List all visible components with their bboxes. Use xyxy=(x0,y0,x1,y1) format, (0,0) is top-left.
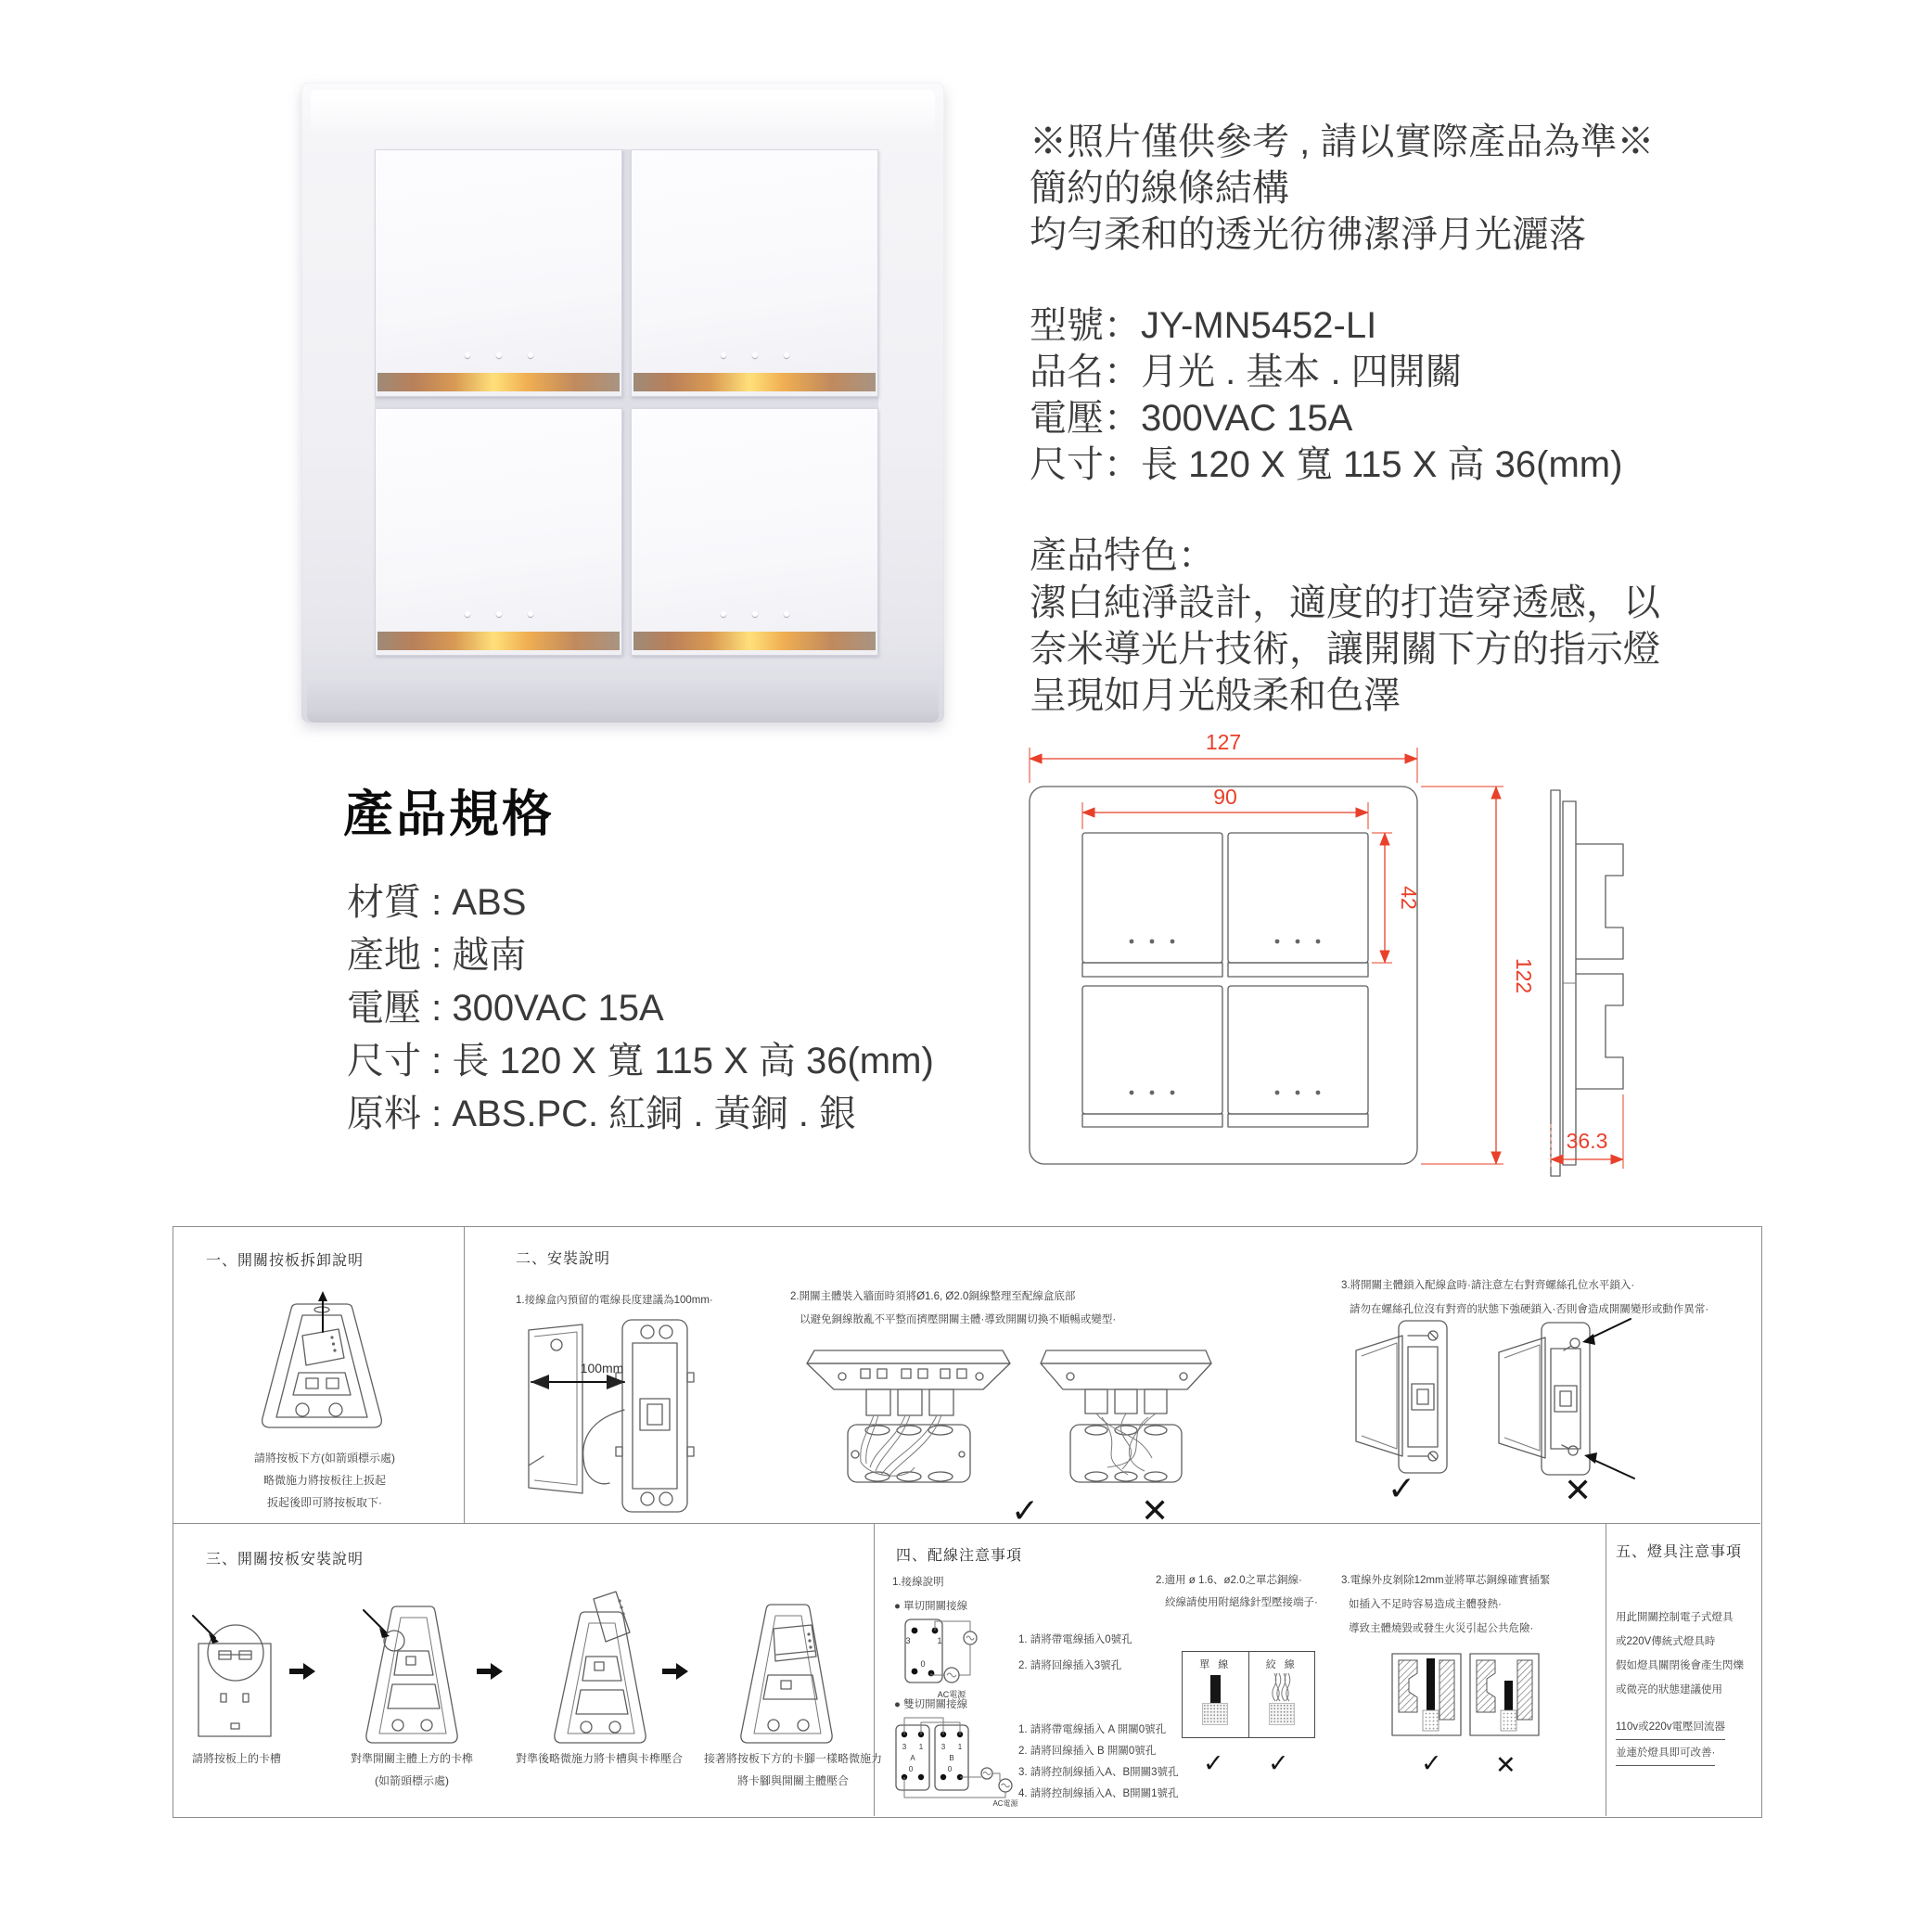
caption-line: 將卡腳與開關主體壓合 xyxy=(736,1774,849,1787)
install-step2-text2: 以避免銅線散亂不平整而擠壓開關主體·導致開關切換不順暢或變型· xyxy=(800,1314,1117,1325)
lamp-note-underlined: 並連於燈具即可改善· xyxy=(1616,1744,1715,1766)
caption-line: 接著將按板下方的卡腳一樣略微施力 xyxy=(703,1752,882,1765)
spec-material: 材質 : ABS xyxy=(347,882,527,923)
wire-spec-text2: 絞線請使用附絕緣針型壓接端子· xyxy=(1165,1597,1318,1608)
switch-button xyxy=(375,408,622,656)
stranded-wire-cell xyxy=(1248,1652,1315,1737)
double-step: 3. 請將控制線插入A、B開關3號孔 xyxy=(1018,1767,1179,1778)
plate-bevel xyxy=(307,680,939,723)
indicator-dots xyxy=(465,352,533,358)
spec-title: 產品規格 xyxy=(343,787,555,842)
panel-slot-diagram xyxy=(187,1612,285,1746)
single-switch-label: ● 單切開關接線 xyxy=(894,1601,968,1612)
double-step: 1. 請將帶電線插入 A 開關0號孔 xyxy=(1018,1724,1167,1735)
caption-line: 請將按板下方(如箭頭標示處) xyxy=(254,1452,395,1465)
features-line: 呈現如月光般柔和色澤 xyxy=(1030,675,1401,716)
strip-length-text: 3.電線外皮剝除12mm並將單芯銅線確實插緊 xyxy=(1341,1575,1551,1586)
divider xyxy=(173,1523,1760,1524)
lamp-note-line: 或微亮的狀態建議使用 xyxy=(1616,1684,1722,1695)
cross-mark: ✕ xyxy=(1564,1471,1593,1509)
lamp-note-underlined: 110v或220v電壓回流器 xyxy=(1616,1718,1725,1740)
switch-plate xyxy=(301,83,944,723)
double-step: 2. 請將回線插入 B 開關0號孔 xyxy=(1018,1746,1157,1757)
double-switch-label: ● 雙切開關接線 xyxy=(894,1699,968,1710)
check-mark: ✓ xyxy=(1388,1469,1416,1507)
dim-height-label: 122 xyxy=(1512,957,1536,994)
solid-wire-header: 單 線 xyxy=(1199,1659,1232,1670)
step-arrow-icon xyxy=(289,1663,315,1680)
single-switch-wiring-diagram xyxy=(892,1614,1013,1703)
step-arrow-icon xyxy=(662,1663,688,1680)
caption-line: (如箭頭標示處) xyxy=(375,1774,449,1787)
features-heading: 產品特色： xyxy=(1030,535,1215,576)
terminal-insert-diagram xyxy=(1391,1653,1540,1740)
dim-width-label: 127 xyxy=(1205,730,1242,754)
features-line: 奈米導光片技術，讓開關下方的指示燈 xyxy=(1030,629,1660,670)
solid-wire-cell xyxy=(1183,1652,1248,1737)
terminal-0-label: 0 xyxy=(920,1659,926,1669)
terminal-label: 1 xyxy=(957,1743,963,1751)
double-steps xyxy=(1018,1720,1179,1805)
spec-raw-material: 原料 : ABS.PC. 紅銅 . 黃銅 . 銀 xyxy=(347,1094,856,1134)
junction-box-messy-diagram xyxy=(1037,1339,1215,1493)
caption-line: 略微施力將按板往上扳起 xyxy=(262,1474,386,1487)
section3-title: 三、開關按板安裝說明 xyxy=(206,1552,365,1567)
moonlight-strip xyxy=(633,632,876,650)
double-step: 4. 請將控制線插入A、B開關1號孔 xyxy=(1018,1788,1179,1799)
features-line: 潔白純淨設計，適度的打造穿透感，以 xyxy=(1030,582,1660,623)
dim-depth-label: 36.3 xyxy=(1566,1129,1608,1153)
single-step2: 2. 請將回線插入3號孔 xyxy=(1018,1660,1122,1671)
check-mark: ✓ xyxy=(1011,1491,1040,1529)
wire-spec-text: 2.適用 ø 1.6、ø2.0之單芯銅線· xyxy=(1156,1575,1302,1586)
product-name: 品名：月光 . 基本 . 四開關 xyxy=(1030,352,1463,392)
product-voltage: 電壓：300VAC 15A xyxy=(1030,398,1353,439)
model-number: 型號：JY-MN5452-LI xyxy=(1030,305,1377,346)
wire-length-label: 100mm xyxy=(580,1361,624,1375)
section5-title: 五、燈具注意事項 xyxy=(1616,1544,1743,1560)
terminal-label: 0 xyxy=(908,1765,914,1773)
panel-removal-diagram xyxy=(239,1289,406,1445)
moonlight-strip xyxy=(633,373,876,391)
mount-misaligned-diagram xyxy=(1493,1311,1645,1484)
single-step1: 1. 請將帶電線插入0號孔 xyxy=(1018,1634,1132,1645)
dim-inner-width-label: 90 xyxy=(1213,785,1237,809)
junction-box-tidy-diagram xyxy=(803,1339,1015,1493)
ac-power-label: AC電源 xyxy=(937,1690,966,1699)
lamp-note-line: 或220V傳統式燈具時 xyxy=(1616,1636,1716,1647)
step-arrow-icon xyxy=(477,1663,503,1680)
section1-caption xyxy=(199,1447,450,1514)
spec-voltage: 電壓 : 300VAC 15A xyxy=(347,988,664,1029)
stranded-wire-icon xyxy=(1270,1671,1294,1703)
switch-grid xyxy=(375,149,878,656)
step1-caption: 請將按板上的卡槽 xyxy=(191,1752,281,1765)
caption-line: 對準開關主體上方的卡榫 xyxy=(350,1752,473,1765)
install-step1-text: 1.接線盒內預留的電線長度建議為100mm· xyxy=(516,1295,713,1306)
switch-a-label: A xyxy=(910,1754,915,1762)
check-mark: ✓ xyxy=(1421,1749,1442,1777)
press-latch-diagram xyxy=(538,1586,660,1749)
panel-seated-diagram xyxy=(727,1593,844,1749)
switch-button xyxy=(375,149,622,397)
section4-title: 四、配線注意事項 xyxy=(896,1548,1023,1564)
stranded-wire-header: 絞 線 xyxy=(1265,1659,1298,1670)
cross-mark: ✕ xyxy=(1495,1751,1516,1779)
lamp-note-line: 用此開關控制電子式燈具 xyxy=(1616,1612,1734,1623)
double-switch-wiring-diagram xyxy=(887,1712,1040,1809)
caption-line: 扳起後即可將按板取下· xyxy=(267,1496,382,1509)
product-size: 尺寸：長 120 X 寬 115 X 高 36(mm) xyxy=(1030,444,1623,485)
align-latch-diagram xyxy=(352,1597,471,1749)
moonlight-strip xyxy=(377,373,620,391)
terminal-label: 1 xyxy=(918,1743,924,1751)
switch-button xyxy=(631,149,878,397)
dim-inner-height-label: 42 xyxy=(1397,886,1421,910)
install-step3-text2: 請勿在螺絲孔位沒有對齊的狀態下強硬鎖入·否則會造成開關變形或動作異常· xyxy=(1350,1304,1709,1315)
switch-b-label: B xyxy=(949,1754,954,1762)
terminal-label: 3 xyxy=(940,1743,946,1751)
plate-highlight xyxy=(311,90,935,138)
product-photo xyxy=(301,83,944,732)
check-mark: ✓ xyxy=(1268,1749,1289,1777)
install-step3-text: 3.將開關主體鎖入配線盒時·請注意左右對齊螺絲孔位水平鎖入· xyxy=(1341,1280,1635,1291)
terminal-1-label: 1 xyxy=(937,1636,942,1645)
step2-caption xyxy=(341,1747,482,1792)
strip-length-text3: 導致主體燒毀或發生火災引起公共危險· xyxy=(1349,1623,1534,1634)
terminal-3-label: 3 xyxy=(905,1636,911,1645)
mount-aligned-diagram xyxy=(1350,1315,1454,1480)
wire-sheath-icon xyxy=(1269,1703,1295,1725)
section1-title: 一、開關按板拆卸說明 xyxy=(206,1253,365,1269)
dimension-drawing xyxy=(979,705,1683,1206)
solid-wire-icon xyxy=(1210,1675,1221,1703)
wiring-heading: 1.接線說明 xyxy=(892,1577,944,1588)
check-mark: ✓ xyxy=(1203,1749,1224,1777)
wire-type-table xyxy=(1182,1651,1315,1738)
strip-length-text2: 如插入不足時容易造成主體發熱· xyxy=(1349,1599,1502,1610)
install-step2-text: 2.開關主體裝入牆面時須將Ø1.6, Ø2.0銅線整理至配線盒底部 xyxy=(790,1291,1076,1302)
terminal-label: 0 xyxy=(947,1765,953,1773)
step4-caption xyxy=(697,1747,889,1792)
spec-origin: 產地 : 越南 xyxy=(347,935,527,976)
section2-title: 二、安裝說明 xyxy=(516,1251,611,1267)
step3-caption: 對準後略微施力將卡槽與卡榫壓合 xyxy=(515,1752,683,1765)
divider xyxy=(464,1226,465,1523)
wire-sheath-icon xyxy=(1202,1703,1228,1725)
terminal-label: 3 xyxy=(902,1743,907,1751)
switch-button xyxy=(631,408,878,656)
indicator-dots xyxy=(721,352,789,358)
moonlight-strip xyxy=(377,632,620,650)
intro-line: 簡約的線條結構 xyxy=(1030,168,1289,209)
indicator-dots xyxy=(465,611,533,617)
spec-size: 尺寸 : 長 120 X 寬 115 X 高 36(mm) xyxy=(347,1041,934,1081)
indicator-dots xyxy=(721,611,789,617)
wire-length-diagram xyxy=(519,1317,733,1519)
intro-line: 均勻柔和的透光彷彿潔淨月光灑落 xyxy=(1030,214,1586,255)
intro-note: ※照片僅供參考 , 請以實際產品為準※ xyxy=(1030,122,1655,162)
cross-mark: ✕ xyxy=(1141,1491,1170,1529)
ac-power-label: AC電源 xyxy=(992,1799,1018,1808)
lamp-note-line: 假如燈具關閉後會產生閃爍 xyxy=(1616,1660,1744,1671)
